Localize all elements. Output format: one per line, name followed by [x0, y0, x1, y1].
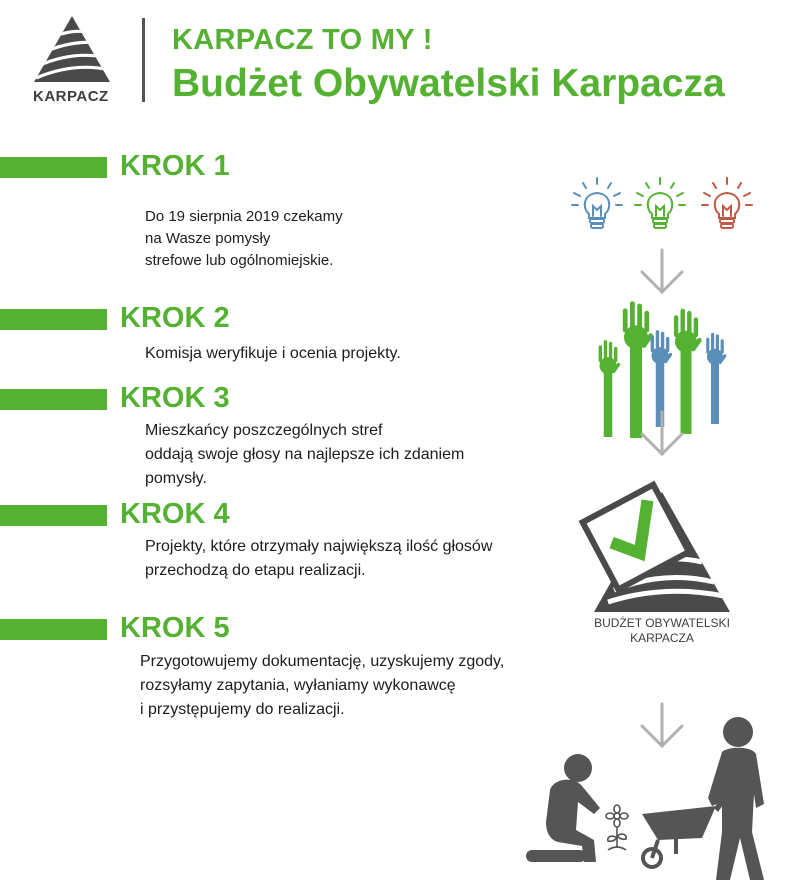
step-3-line: pomysły.: [145, 470, 207, 487]
ballot-caption: [572, 616, 752, 646]
step-4-line: Projekty, które otrzymały największą ilość głosów: [145, 538, 493, 555]
step-1-line: strefowe lub ogólnomiejskie.: [145, 252, 334, 269]
gardening-workers-icon: [524, 712, 786, 880]
step-5-title: KROK 5: [120, 612, 230, 644]
step-5-bar: [0, 619, 107, 640]
step-3-line: Mieszkańcy poszczególnych stref: [145, 422, 383, 439]
step-2-description: [145, 342, 401, 366]
step-3-line: oddają swoje głosy na najlepsze ich zdaniem: [145, 446, 465, 463]
flower-icon: [602, 804, 632, 856]
step-2-bar: [0, 309, 107, 330]
lightbulb-icon-green: [633, 176, 687, 232]
lightbulb-icon-red: [700, 176, 754, 232]
raised-hands-icon: [594, 300, 730, 400]
step-4-title: KROK 4: [120, 498, 230, 530]
page-title: Budżet Obywatelski Karpacza: [172, 62, 725, 105]
step-5-line: i przystępujemy do realizacji.: [140, 701, 345, 718]
step-2-title: KROK 2: [120, 302, 230, 334]
step-1-bar: [0, 157, 107, 178]
step-4-bar: [0, 505, 107, 526]
step-3-title: KROK 3: [120, 382, 230, 414]
header-subtitle: KARPACZ TO MY !: [172, 24, 433, 56]
step-3-bar: [0, 389, 107, 410]
ballot-caption-line: BUDŻET OBYWATELSKI: [594, 616, 730, 630]
logo-label: KARPACZ: [33, 88, 109, 105]
karpacz-mountain-logo-icon: [34, 16, 110, 84]
step-1-description: [145, 206, 343, 272]
step-4-description: [145, 535, 492, 583]
step-2-line: Komisja weryfikuje i ocenia projekty.: [145, 345, 401, 362]
step-1-line: na Wasze pomysły: [145, 230, 271, 247]
ballot-caption-line: KARPACZA: [630, 631, 694, 645]
step-4-line: przechodzą do etapu realizacji.: [145, 562, 366, 579]
step-5-description: [140, 650, 504, 722]
ballot-checkmark-icon: [574, 478, 732, 618]
arrow-down-icon: [637, 248, 687, 298]
lightbulb-icon-blue: [570, 176, 624, 232]
step-1-line: Do 19 sierpnia 2019 czekamy: [145, 208, 343, 225]
step-3-description: [145, 419, 464, 491]
arrow-down-icon: [637, 410, 687, 460]
step-1-title: KROK 1: [120, 150, 230, 182]
step-5-line: rozsyłamy zapytania, wyłaniamy wykonawcę: [140, 677, 456, 694]
step-5-line: Przygotowujemy dokumentację, uzyskujemy zgody,: [140, 653, 505, 670]
header-divider: [142, 18, 145, 102]
